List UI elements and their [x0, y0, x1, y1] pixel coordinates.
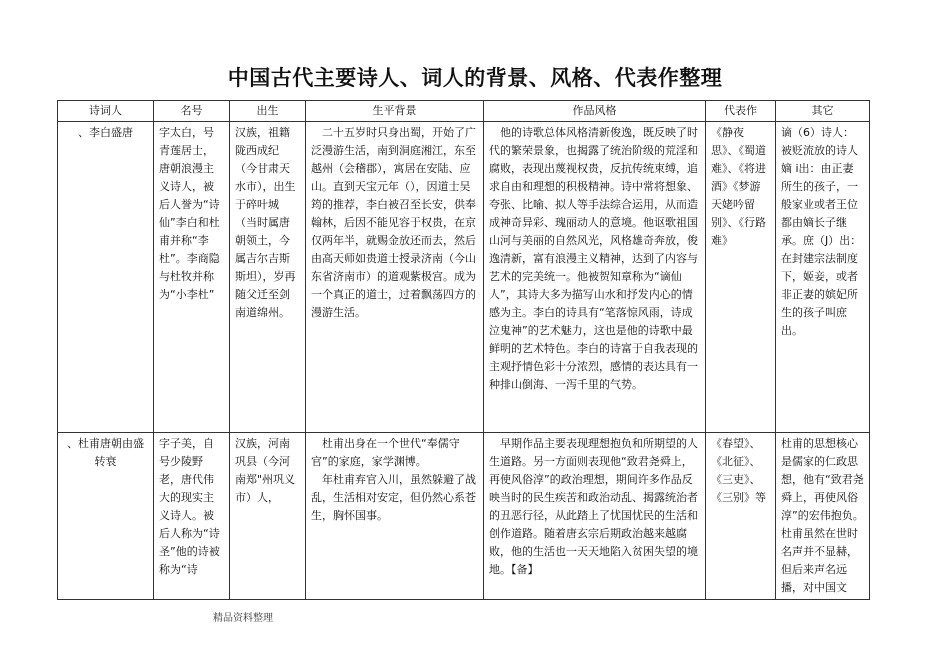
- cell-names: 字子美，自号少陵野老，唐代伟大的现实主义诗人。被后人称为“诗圣”他的诗被称为“诗: [154, 433, 230, 600]
- header-works: 代表作: [706, 101, 776, 122]
- cell-other: 杜甫的思想核心是儒家的仁政思想，他有“致君尧舜上，再使风俗淳”的宏伟抱负。杜甫虽然在世时名声并不显赫，但后来声名远播，对中国文: [776, 433, 870, 600]
- header-other: 其它: [776, 101, 870, 122]
- cell-style: 早期作品主要表现理想抱负和所期望的人生道路。另一方面则表现他“致君尧舜上，再使风俗淳”的政治理想，期间许多作品反映当时的民生疾苦和政治动乱、揭露统治者的丑恶行径，从此踏上了忧国忧民的生活和创作道路。随着唐玄宗后期政治越来越腐败，他的生活也一天天地陷入贫困失望的境地。【备】: [484, 433, 706, 600]
- cell-poet: 、杜甫唐朝由盛转衰: [58, 433, 154, 600]
- footer-note: 精品资料整理: [213, 613, 273, 624]
- header-names: 名号: [154, 101, 230, 122]
- cell-works: 《静夜思》、《蜀道难》、《将进酒》《梦游天姥吟留别》、《行路难》: [706, 122, 776, 433]
- cell-other: 谪（6）诗人：被贬流放的诗人嫡 i出：由正妻所生的孩子，一般家业或者王位都由嫡长子继承。庶（J）出：在封建宗法制度下，姬妾，或者非正妻的嫔妃所生的孩子叫庶出。: [776, 122, 870, 433]
- cell-life: [306, 433, 484, 600]
- cell-birth: 汉族，河南巩县（今河南郑"州巩义市）人，: [230, 433, 306, 600]
- page-title: 中国古代主要诗人、词人的背景、风格、代表作整理: [227, 66, 723, 90]
- cell-poet: 、李白盛唐: [58, 122, 154, 433]
- header-style: 作品风格: [484, 101, 706, 122]
- cell-names: 字太白，号青莲居士，唐朝浪漫主义诗人，被后人誉为“诗仙”李白和杜甫并称“李杜”。李商隐与杜牧并称为“小李杜”: [154, 122, 230, 433]
- header-poet: 诗词人: [58, 101, 154, 122]
- cell-life-paragraph-2: 年杜甫弃官入川，虽然躲避了战乱，生活相对安定，但仍然心系苍生，胸怀国事。: [311, 473, 476, 522]
- cell-life: 二十五岁时只身出蜀，开始了广泛漫游生活，南到洞庭湘江，东至越州（会稽郡），寓居在安陆、应山。直到天宝元年（），因道士吴筠的推荐，李白被召至长安，供奉翰林，后因不能见容于权贵，在京仅两年半，就赐金放还而去，然后由高天师如贵道士授录济南（今山东省济南市）的道观紫极宫。成为一个真正的道士，过着飘荡四方的漫游生活。: [306, 122, 484, 433]
- cell-life-paragraph-1: 杜甫出身在一个世代“奉儒守官”的家庭，家学渊博。: [311, 437, 460, 468]
- cell-birth: 汉族，祖籍陇西成纪（今甘肃天水市），出生于碎叶城（当时属唐朝领土，今属吉尔吉斯斯坦），岁再随父迁至剑南道绵州。: [230, 122, 306, 433]
- table-header-row: [58, 101, 870, 122]
- cell-style: 他的诗歌总体风格清新俊逸，既反映了时代的繁荣景象，也揭露了统治阶级的荒淫和腐败，表现出蔑视权贵，反抗传统束缚，追求自由和理想的积极精神。诗中常将想象、夸张、比喻、拟人等手法综合运用，从而造成神奇异彩、瑰丽动人的意境。他讴歌祖国山河与美丽的自然风光，风格雄奇奔放，俊逸清新，富有浪漫主义精神，达到了内容与艺术的完美统一。他被贺知章称为“谪仙人”，其诗大多为描写山水和抒发内心的情感为主。李白的诗具有“笔落惊风雨，诗成泣鬼神”的艺术魅力，这也是他的诗歌中最鲜明的艺术特色。李白的诗富于自我表现的主观抒情色彩十分浓烈，感情的表达具有一种排山倒海、一泻千里的气势。: [484, 122, 706, 433]
- table-row-du-fu: [58, 433, 870, 600]
- cell-works: 《春望》、《北征》、《三吏》、《三别》等: [706, 433, 776, 600]
- header-life: 生平背景: [306, 101, 484, 122]
- table-row-li-bai: [58, 122, 870, 433]
- poet-table: [57, 100, 870, 600]
- header-birth: 出生: [230, 101, 306, 122]
